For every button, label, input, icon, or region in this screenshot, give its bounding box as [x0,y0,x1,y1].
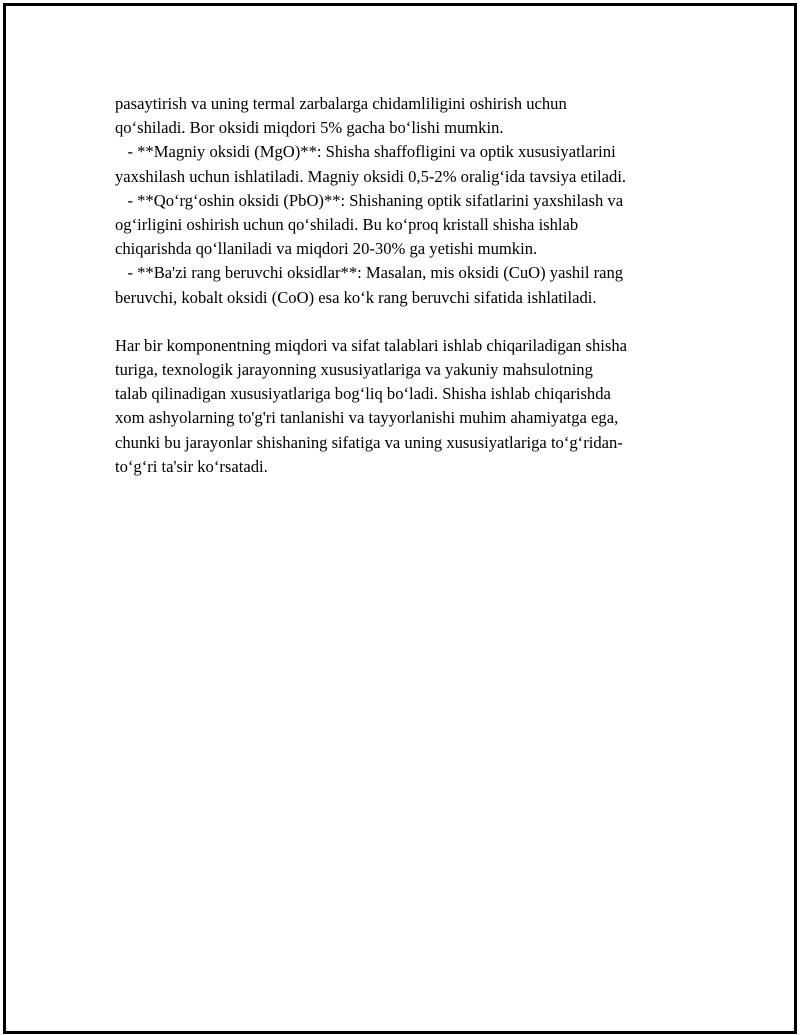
text-line: turiga, texnologik jarayonning xususiyatlariga va yakuniy mahsulotning [115,360,593,380]
list-item-coloring-oxides: - **Ba'zi rang beruvchi oksidlar**: Masalan, mis oksidi (CuO) yashil rang [115,263,624,283]
text-line: beruvchi, kobalt oksidi (CoO) esa ko‘k rang beruvchi sifatida ishlatiladi. [115,287,597,307]
paragraph-gap [115,310,695,334]
text-line: og‘irligini oshirish uchun qo‘shiladi. Bu ko‘proq kristall shisha ishlab [115,214,579,234]
list-item-magnesium-oxide: - **Magniy oksidi (MgO)**: Shisha shaffofligini va optik xususiyatlarini [115,142,616,162]
text-line: talab qilinadigan xususiyatlariga bog‘liq bo‘ladi. Shisha ishlab chiqarishda [115,384,611,404]
text-line: pasaytirish va uning termal zarbalarga chidamliligini oshirish uchun [115,94,567,113]
text-line: chunki bu jarayonlar shishaning sifatiga va uning xususiyatlariga to‘g‘ridan- [115,432,623,452]
paragraph-summary [115,334,695,479]
paragraph-oxides-list [115,92,695,310]
document-body [115,92,695,479]
text-line: to‘g‘ri ta'sir ko‘rsatadi. [115,456,268,476]
text-line: chiqarishda qo‘llaniladi va miqdori 20-30% ga yetishi mumkin. [115,239,538,259]
text-line: yaxshilash uchun ishlatiladi. Magniy oksidi 0,5-2% oralig‘ida tavsiya etiladi. [115,166,627,186]
text-line: Har bir komponentning miqdori va sifat talablari ishlab chiqariladigan shisha [115,335,627,355]
list-item-lead-oxide: - **Qo‘rg‘oshin oksidi (PbO)**: Shishaning optik sifatlarini yaxshilash va [115,190,624,210]
text-line: xom ashyolarning to'g'ri tanlanishi va tayyorlanishi muhim ahamiyatga ega, [115,408,619,428]
text-line: qo‘shiladi. Bor oksidi miqdori 5% gacha bo‘lishi mumkin. [115,118,504,138]
